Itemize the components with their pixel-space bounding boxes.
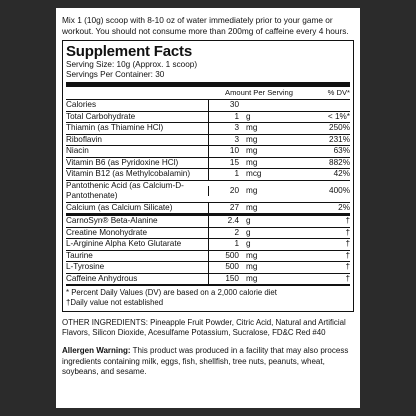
nutrient-dv: < 1%* (327, 111, 350, 121)
nutrient-name: Calcium (as Calcium Silicate) (66, 202, 173, 212)
table-row (66, 251, 350, 263)
nutrient-dv: † (345, 239, 350, 248)
nutrient-amount: 3 (208, 123, 243, 134)
nutrient-name: Vitamin B12 (as Methylcobalamin) (66, 169, 191, 178)
nutrient-amount: 2.4 (208, 216, 243, 227)
nutrient-unit: g (246, 216, 251, 225)
nutrient-amount: 27 (208, 203, 243, 214)
nutrient-unit: g (246, 227, 251, 237)
nutrient-name: L-Arginine Alpha Keto Glutarate (66, 239, 182, 248)
nutrient-unit: mg (246, 185, 258, 195)
table-row (66, 158, 350, 170)
footnote-dv: * Percent Daily Values (DV) are based on a 2,000 calorie diet (66, 288, 277, 297)
nutrient-amount: 1 (208, 112, 243, 123)
nutrient-unit: mg (246, 273, 258, 283)
table-row (66, 135, 350, 147)
ingredient-rows (66, 214, 350, 284)
nutrient-name: Riboflavin (66, 134, 102, 144)
nutrient-name: Vitamin B6 (as Pyridoxine HCl) (66, 157, 179, 167)
table-row (66, 123, 350, 135)
nutrient-dv: 2% (338, 202, 350, 212)
nutrient-unit: g (246, 239, 251, 248)
nutrient-unit: mg (246, 250, 258, 260)
nutrient-unit: mg (246, 157, 258, 167)
other-ingredients-text: Pineapple Fruit Powder, Citric Acid, Natural and Artificial Flavors, Silicon Dioxide, Acesulfame Potassium, Sucralose, FD&C Red #40 (62, 318, 346, 338)
nutrient-name: Creatine Monohydrate (66, 227, 148, 237)
column-header (66, 87, 350, 100)
nutrient-name: Thiamin (as Thiamine HCl) (66, 123, 164, 132)
label-panel (56, 8, 360, 408)
nutrient-amount: 10 (208, 146, 243, 157)
table-row (66, 203, 350, 215)
nutrient-dv: † (345, 262, 350, 271)
supplement-facts-box (62, 40, 354, 312)
nutrient-amount: 2 (208, 228, 243, 239)
nutrient-name: Calories (66, 100, 97, 109)
nutrient-amount: 3 (208, 135, 243, 146)
nutrient-amount: 500 (208, 262, 243, 273)
nutrient-dv: 42% (333, 169, 350, 178)
table-row (66, 169, 350, 181)
allergen-label: Allergen Warning: (62, 346, 131, 356)
directions-text: Mix 1 (10g) scoop with 8-10 oz of water immediately prior to your game or workout. You should not consume more than 200mg of caffeine every 4 hours. (62, 15, 349, 36)
facts-title: Supplement Facts (66, 43, 192, 60)
dv-header: % DV* (327, 88, 350, 97)
nutrient-name: Taurine (66, 250, 93, 260)
nutrient-name: L-Tyrosine (66, 262, 105, 271)
table-row (66, 274, 350, 285)
nutrient-name: Niacin (66, 146, 89, 155)
nutrient-dv: † (345, 273, 350, 283)
table-row (66, 216, 350, 228)
nutrient-amount: 30 (208, 100, 243, 111)
nutrient-dv: 250% (329, 123, 350, 132)
nutrient-amount: 500 (208, 251, 243, 262)
nutrient-unit: mg (246, 134, 258, 144)
nutrient-dv: 231% (329, 134, 350, 144)
nutrient-name: Total Carbohydrate (66, 111, 136, 121)
nutrient-dv: † (345, 227, 350, 237)
nutrient-name: Pantothenic Acid (as Calcium-D-Pantothenate) (66, 180, 184, 200)
nutrient-dv: 882% (329, 157, 350, 167)
nutrient-unit: mg (246, 146, 258, 155)
nutrient-amount: 20 (208, 186, 243, 197)
table-row (66, 228, 350, 240)
nutrient-unit: mcg (246, 169, 262, 178)
other-ingredients-label: OTHER INGREDIENTS: (62, 318, 148, 327)
table-row (66, 262, 350, 274)
nutrient-amount: 1 (208, 239, 243, 250)
nutrient-unit: g (246, 111, 251, 121)
nutrient-unit: mg (246, 262, 258, 271)
table-row (66, 112, 350, 124)
nutrient-dv: 400% (329, 185, 350, 195)
column-header-spacer (66, 88, 212, 98)
table-row (66, 146, 350, 158)
nutrient-name: Caffeine Anhydrous (66, 273, 138, 283)
allergen-text: This product was produced in a facility that may also process ingredients containing milk, eggs, fish, shellfish, tree nuts, peanuts, wheat, soybeans, and sesame. (62, 346, 349, 377)
nutrient-unit: mg (246, 123, 258, 132)
other-ingredients (62, 318, 354, 338)
table-row (66, 181, 350, 203)
servings-per-container: Servings Per Container: 30 (66, 70, 165, 79)
table-row (66, 100, 350, 112)
footnote-dagger: †Daily value not established (66, 298, 164, 307)
nutrient-amount: 15 (208, 158, 243, 169)
nutrient-rows (66, 100, 350, 214)
serving-size: Serving Size: 10g (Approx. 1 scoop) (66, 60, 198, 69)
nutrient-dv: 63% (333, 146, 350, 155)
nutrient-unit: mg (246, 202, 258, 212)
nutrient-amount: 1 (208, 169, 243, 180)
allergen-warning (62, 346, 354, 378)
nutrient-dv: † (345, 216, 350, 225)
facts-footnotes (66, 284, 350, 308)
amount-header: Amount Per Serving (225, 88, 293, 97)
nutrient-amount: 150 (208, 274, 243, 285)
nutrient-dv: † (345, 250, 350, 260)
table-row (66, 239, 350, 251)
nutrient-name: CarnoSyn® Beta-Alanine (66, 216, 158, 225)
